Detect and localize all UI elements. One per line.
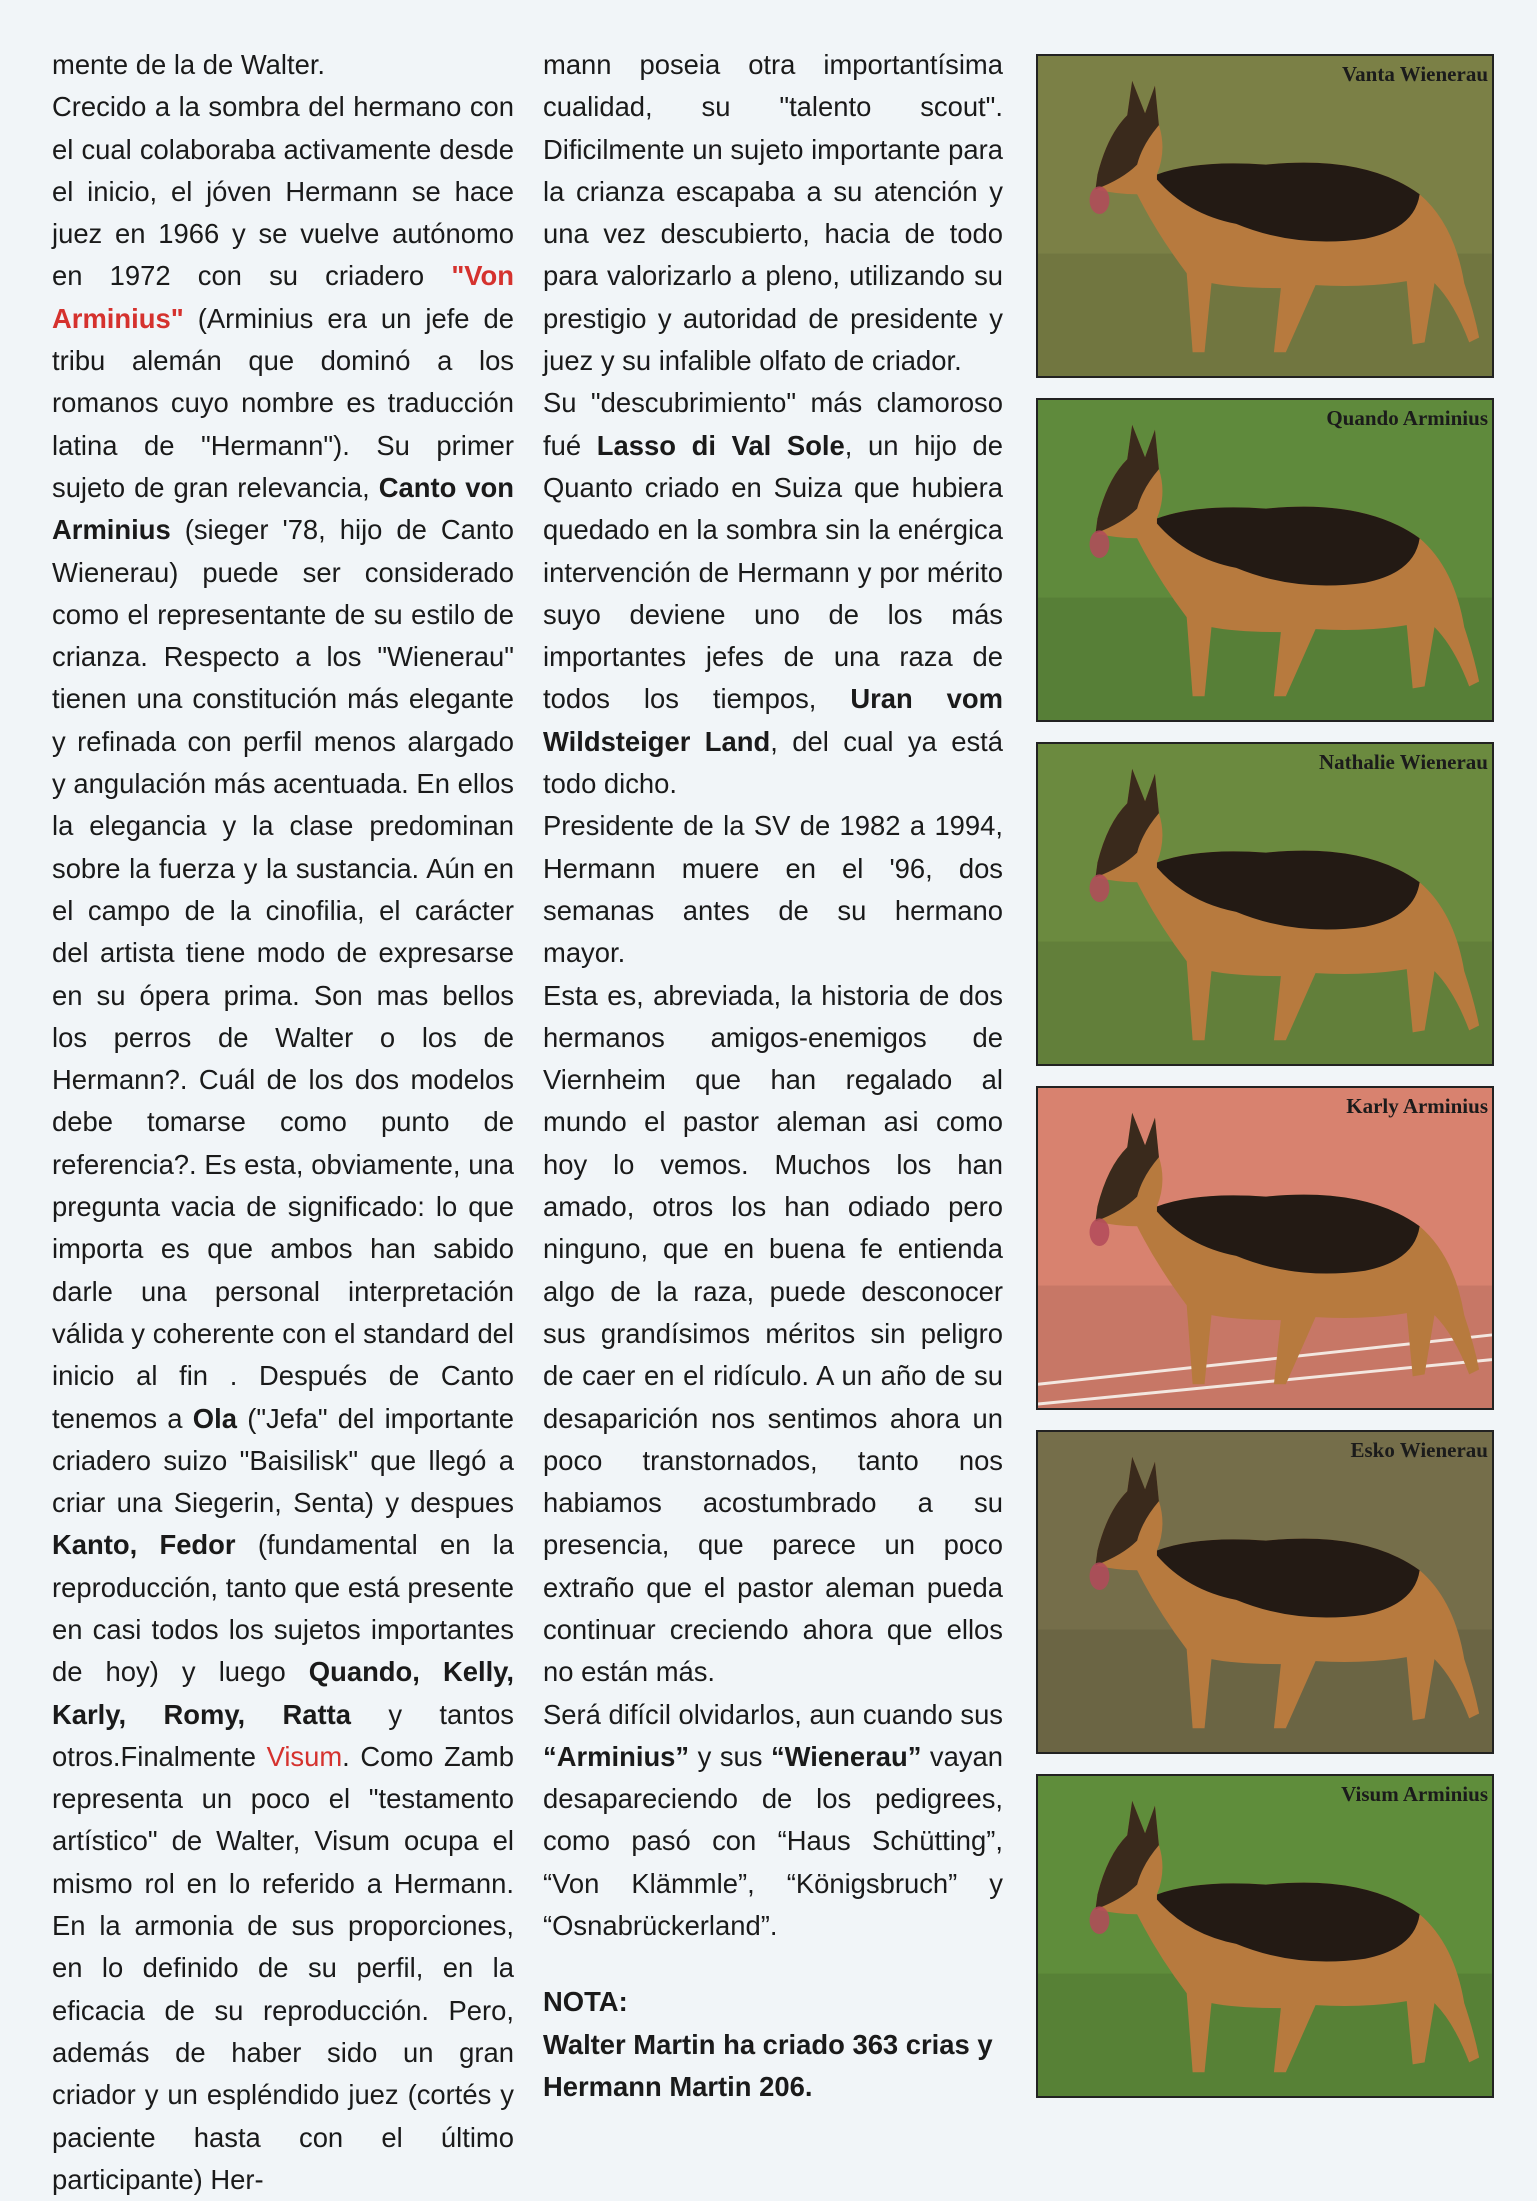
paragraph: mente de la de Walter. bbox=[52, 49, 326, 80]
dog-name: Kanto, Fedor bbox=[52, 1529, 236, 1561]
dog-photo bbox=[1036, 742, 1494, 1066]
photo-caption: Quando Arminius bbox=[1326, 406, 1488, 430]
dog-name: Uran vom Wildsteiger Land bbox=[543, 683, 1003, 757]
note-title: NOTA: bbox=[543, 1986, 628, 2018]
dog-name: Quando, Kelly, Karly, Romy, Ratta bbox=[52, 1656, 514, 1730]
photo-column bbox=[1036, 54, 1498, 2118]
dog-photo bbox=[1036, 54, 1494, 378]
dog-name: Lasso di Val Sole bbox=[596, 429, 845, 461]
kennel-name: “Wienerau” bbox=[770, 1740, 922, 1772]
dog-photo-image bbox=[1038, 1432, 1492, 1752]
kennel-name: “Arminius” bbox=[543, 1740, 690, 1772]
dog-name: Canto von Arminius bbox=[52, 471, 515, 546]
paragraph: Será difícil olvidarlos, aun cuando sus “Arminius” y sus “Wienerau” vayan desapareciendo de los pedigrees, como pasó con “Haus Schütting”, “Von Klämmle”, “Königsbruch” y “Osnabrückerland”. bbox=[543, 1698, 1004, 1942]
paragraph: Su "descubrimiento" más clamoroso fué Lasso di Val Sole, un hijo de Quanto criado en Suiza que hubiera quedado en la sombra sin la enérgica intervención de Hermann y por mérito suyo deviene uno de los más importantes jefes de una raza de todos los tiempos, Uran vom Wildsteiger Land, del cual ya está todo dicho. bbox=[543, 387, 1003, 800]
dog-photo bbox=[1036, 398, 1494, 722]
text-column-left bbox=[52, 44, 514, 2201]
paragraph: Crecido a la sombra del hermano con el cual colaboraba activamente desde el inicio, el jóven Hermann se hace juez en 1966 y se vuelve autónomo en 1972 con su criadero "Von Arminius" (Arminius era un jefe de tribu alemán que dominó a los romanos cuyo nombre es traducción latina de "Hermann"). Su primer sujeto de gran relevancia, Canto von Arminius (sieger '78, hijo de Canto Wienerau) puede ser considerado como el representante de su estilo de crianza. Respecto a los "Wienerau" tienen una constitución más elegante y refinada con perfil menos alargado y angulación más acentuada. En ellos la elegancia y la clase predominan sobre la fuerza y la sustancia. Aún en el campo de la cinofilia, el carácter del artista tiene modo de expresarse en su ópera prima. Son mas bellos los perros de Walter o los de Hermann?. Cuál de los dos modelos debe tomarse como punto de referencia?. Es esta, obviamente, una pregunta vacia de significado: lo que importa es que ambos han sabido darle una personal interpretación válida y coherente con el standard del inicio al fin . Después de Canto tenemos a Ola ("Jefa" del importante criadero suizo "Baisilisk" que llegó a criar una Siegerin, Senta) y despues Kanto, Fedor (fundamental en la reproducción, tanto que está presente en casi todos los sujetos importantes de hoy) y luego Quando, Kelly, Karly, Romy, Ratta y tantos otros.Finalmente Visum. Como Zamb representa un poco el "testamento artístico" de Walter, Visum ocupa el mismo rol en lo referido a Hermann. En la armonia de sus proporciones, en lo definido de su perfil, en la eficacia de su reproducción. Pero, además de haber sido un gran criador y un espléndido juez (cortés y paciente hasta con el último participante) Her- bbox=[52, 91, 515, 2195]
paragraph: Presidente de la SV de 1982 a 1994, Hermann muere en el '96, dos semanas antes de su hermano mayor. bbox=[543, 810, 1003, 969]
dog-name-highlight: Visum bbox=[266, 1740, 343, 1772]
dog-photo-image bbox=[1038, 400, 1492, 720]
photo-caption: Visum Arminius bbox=[1341, 1782, 1488, 1806]
dog-photo bbox=[1036, 1086, 1494, 1410]
paragraph: mann poseia otra importantísima cualidad, su "talento scout". Dificilmente un sujeto importante para la crianza escapaba a su atención y una vez descubierto, hacia de todo para valorizarlo a pleno, utilizando su prestigio y autoridad de presidente y juez y su infalible olfato de criador. bbox=[543, 49, 1003, 377]
dog-photo-image bbox=[1038, 56, 1492, 376]
photo-caption: Vanta Wienerau bbox=[1341, 62, 1488, 86]
dog-photo-image bbox=[1038, 744, 1492, 1064]
dog-photo bbox=[1036, 1774, 1494, 2098]
photo-caption: Nathalie Wienerau bbox=[1319, 750, 1488, 774]
text-column-middle bbox=[543, 44, 1003, 2108]
dog-photo-image bbox=[1038, 1088, 1492, 1408]
photo-caption: Esko Wienerau bbox=[1350, 1438, 1488, 1462]
kennel-name-highlight: "Von Arminius" bbox=[52, 260, 514, 334]
photo-caption: Karly Arminius bbox=[1346, 1094, 1488, 1118]
dog-name: Ola bbox=[192, 1402, 237, 1434]
paragraph: Esta es, abreviada, la historia de dos hermanos amigos-enemigos de Viernheim que han regalado al mundo el pastor aleman asi como hoy lo vemos. Muchos los han amado, otros los han odiado pero ninguno, que en buena fe entienda algo de la raza, puede desconocer sus grandísimos méritos sin peligro de caer en el ridículo. A un año de su desaparición nos sentimos ahora un poco transtornados, tanto nos habiamos acostumbrado a su presencia, que parece un poco extraño que el pastor aleman pueda continuar creciendo ahora que ellos no están más. bbox=[543, 979, 1003, 1688]
dog-photo-image bbox=[1038, 1776, 1492, 2096]
note-text: Walter Martin ha criado 363 crias y Hermann Martin 206. bbox=[543, 2028, 993, 2102]
dog-photo bbox=[1036, 1430, 1494, 1754]
